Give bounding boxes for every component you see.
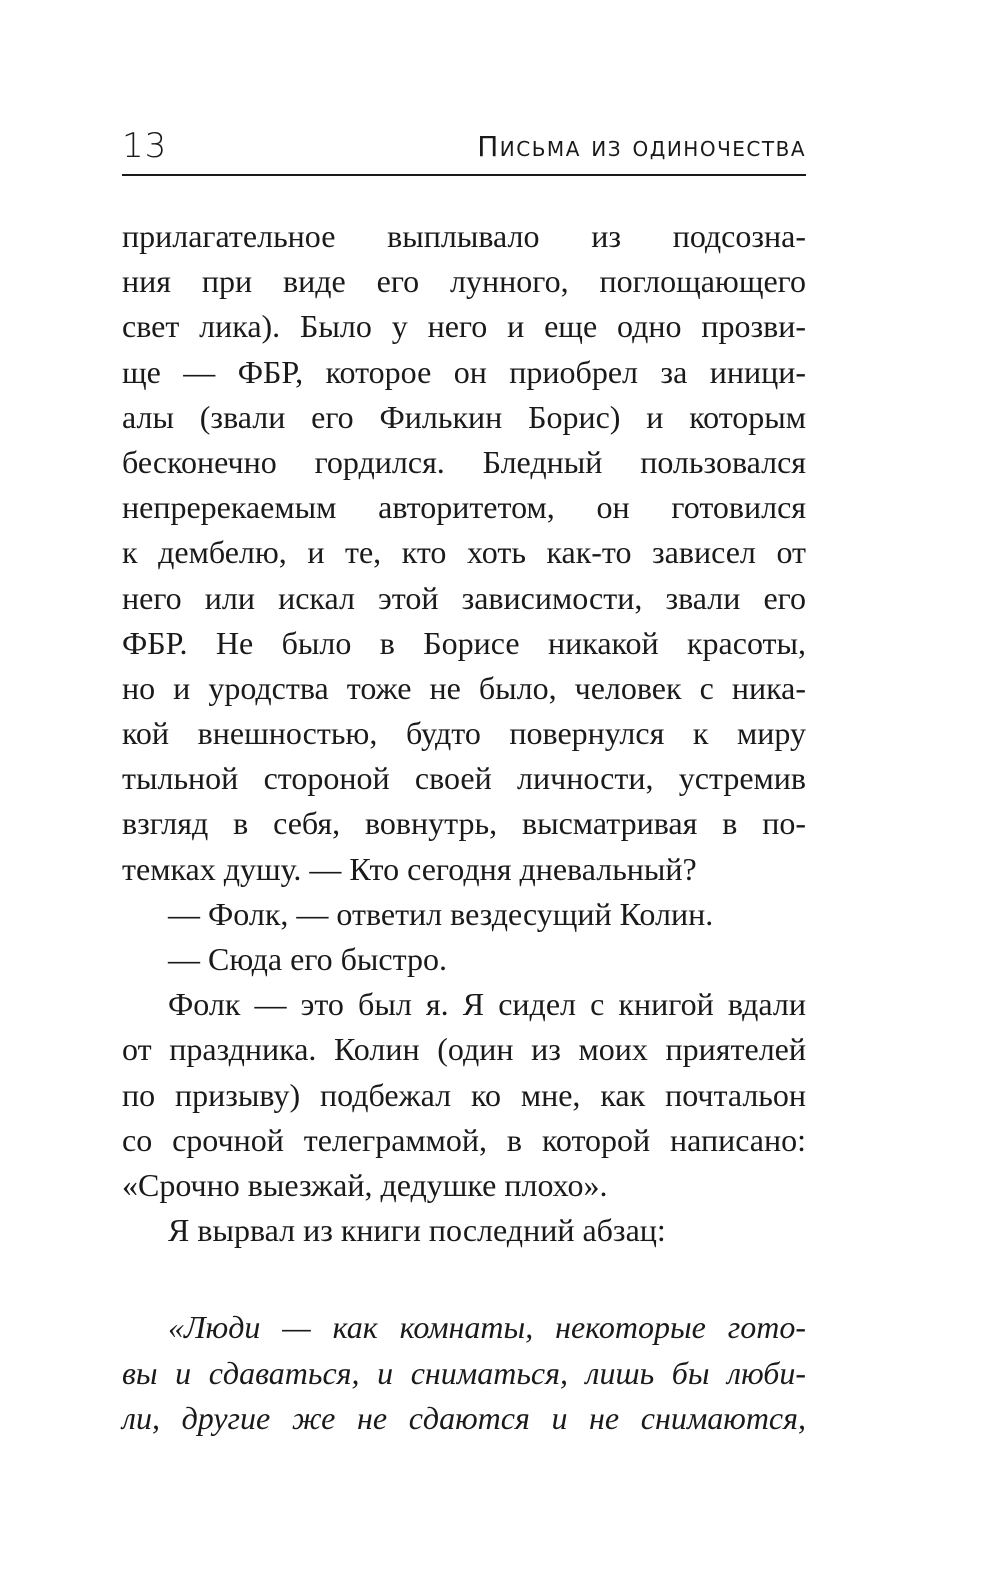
paragraph-first-line: Я вырвал из книги последний абзац: <box>168 1212 666 1249</box>
header-rule <box>122 174 806 176</box>
text-line: свет лика). Было у него и еще одно прозви- <box>122 308 806 345</box>
quote-block <box>122 1305 806 1441</box>
text-line: ще — ФБР, которое он приобрел за иници- <box>122 353 806 390</box>
text-line: него или искал этой зависимости, звали его <box>122 579 806 616</box>
text-line: от праздника. Колин (один из моих приятелей <box>122 1031 806 1068</box>
running-head <box>122 118 806 178</box>
text-line: ния при виде его лунного, поглощающего <box>122 263 806 300</box>
text-line: темках душу. — Кто сегодня дневальный? <box>122 850 697 887</box>
text-line: со срочной телеграммой, в которой написано: <box>122 1121 806 1158</box>
text-line: по призыву) подбежал ко мне, как почтальон <box>122 1076 806 1113</box>
text-line: прилагательное выплывало из подсозна- <box>122 218 806 254</box>
text-line: бесконечно гордился. Бледный пользовался <box>122 443 806 480</box>
text-line: алы (звали его Филькин Борис) и которым <box>122 398 806 435</box>
text-line: непререкаемым авторитетом, он готовился <box>122 489 806 526</box>
quote-line: «Люди — как комнаты, некоторые гото- <box>168 1309 806 1346</box>
text-line: но и уродства тоже не было, человек с ника- <box>122 669 806 706</box>
text-line: тыльной стороной своей личности, устремив <box>122 760 806 797</box>
body-text <box>122 214 806 1441</box>
dialogue-line: — Фолк, — ответил вездесущий Колин. <box>168 895 714 932</box>
page-number: 13 <box>122 126 168 166</box>
text-line: «Срочно выезжай, дедушке плохо». <box>122 1166 608 1203</box>
dialogue-line: — Сюда его быстро. <box>168 941 447 977</box>
text-line: кой внешностью, будто повернулся к миру <box>122 715 806 752</box>
paragraph-first-line: Фолк — это был я. Я сидел с книгой вдали <box>168 986 806 1023</box>
text-line: к дембелю, и те, кто хоть как-то зависел от <box>122 534 806 571</box>
running-title: Письма из одиночества <box>477 130 806 163</box>
section-gap <box>122 1253 806 1305</box>
quote-line: вы и сдаваться, и сниматься, лишь бы люби- <box>122 1354 806 1391</box>
text-line: ФБР. Не было в Борисе никакой красоты, <box>122 624 806 661</box>
quote-line: ли, другие же не сдаются и не снимаются, <box>122 1399 806 1436</box>
text-line: взгляд в себя, вовнутрь, высматривая в по- <box>122 805 806 842</box>
